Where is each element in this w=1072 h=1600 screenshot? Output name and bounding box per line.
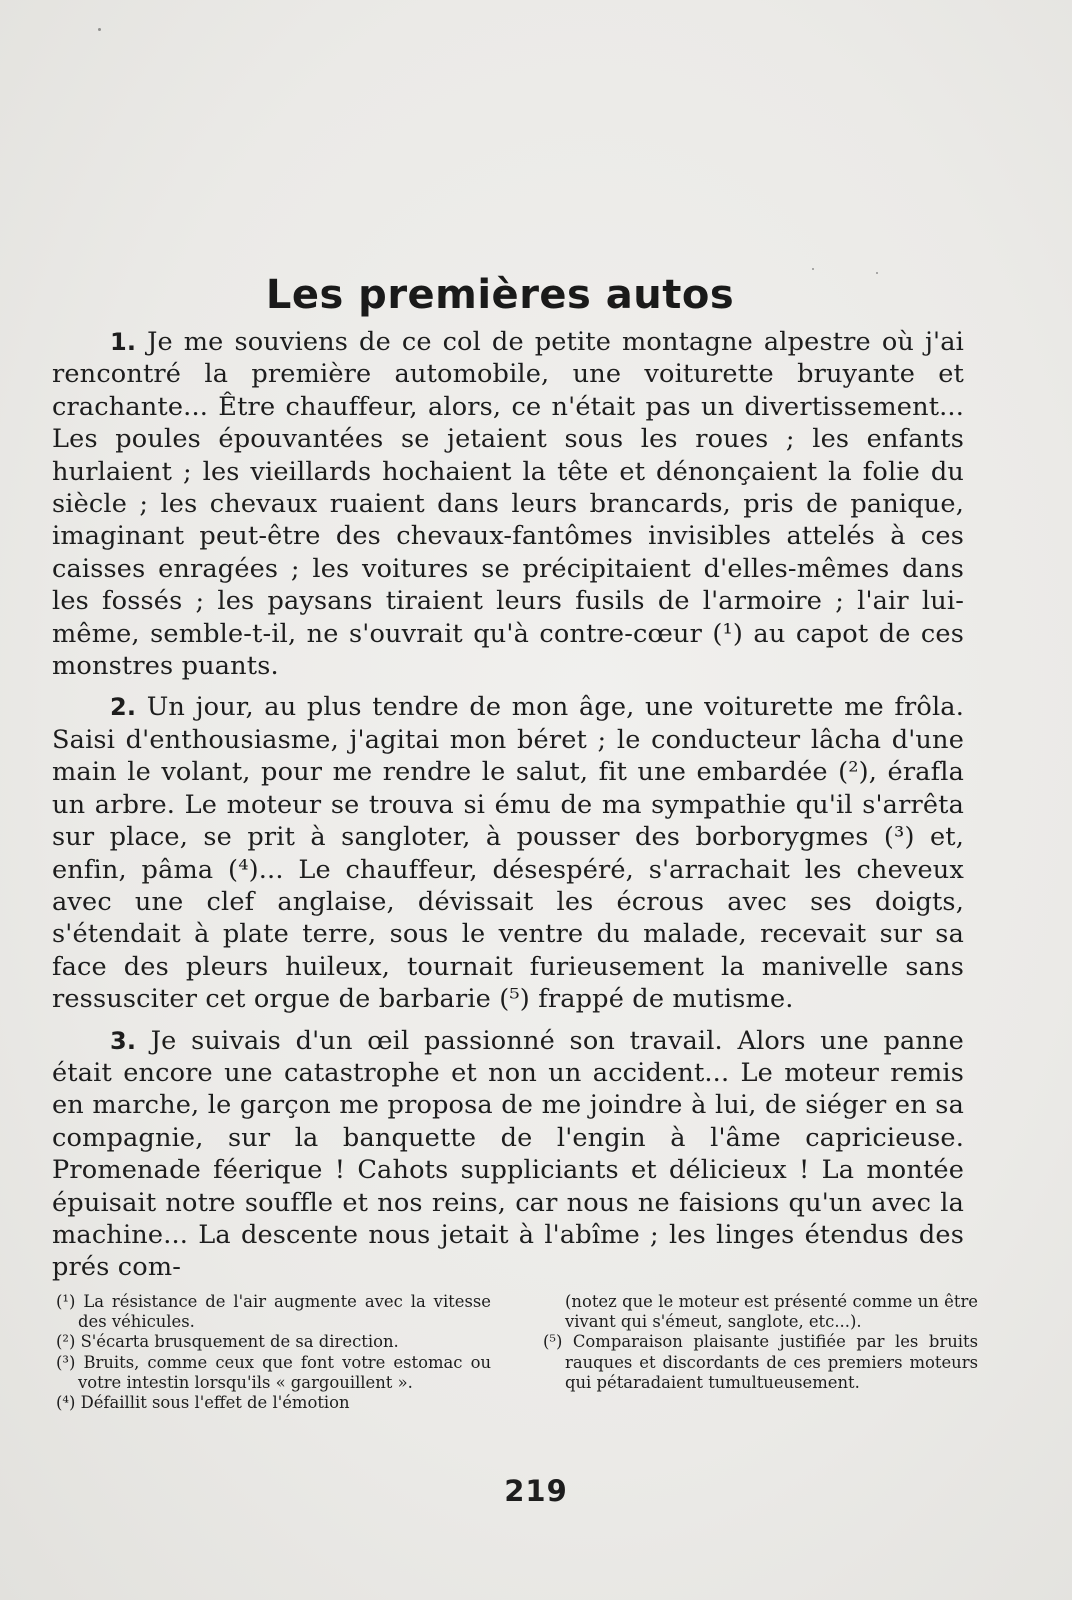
footnotes-right-column [543,1292,978,1413]
footnote-1: (¹) La résistance de l'air augmente avec la vitesse des véhicules. [56,1292,491,1332]
main-text [52,326,964,1293]
footnote-4-continuation: (notez que le moteur est présenté comme un être vivant qui s'émeut, sanglote, etc...). [565,1292,978,1332]
paper-speck [98,28,101,31]
paragraph-number: 2. [110,693,137,722]
paragraph-3 [52,1025,964,1284]
paper-speck [812,268,814,270]
footnote-4: (⁴) Défaillit sous l'effet de l'émotion [56,1393,350,1413]
footnotes-left-column [56,1292,491,1413]
footnotes [56,1292,978,1413]
paragraph-text: Un jour, au plus tendre de mon âge, une voiturette me frôla. Saisi d'enthousiasme, j'agitai mon béret ; le conducteur lâcha d'une main le volant, pour me rendre le salut, fit une embardée (²), érafla un arbre. Le moteur se trouva si ému de ma sympathie qu'il s'arrêta sur place, se prit à sangloter, à pousser des borborygmes (³) et, enfin, pâma (⁴)... Le chauffeur, désespéré, s'arrachait les cheveux avec une clef anglaise, dévissait les écrous avec ses doigts, s'étendait à plate terre, sous le ventre du malade, recevait sur sa face des pleurs huileux, tournait furieusement la manivelle sans ressusciter cet orgue de barbarie (⁵) frappé de mutisme. [52,692,964,1015]
paragraph-2 [52,691,964,1015]
footnote-2: (²) S'écarta brusquement de sa direction. [56,1332,399,1352]
paragraph-number: 3. [110,1026,137,1055]
paragraph-text: Je suivais d'un œil passionné son travail. Alors une panne était encore une catastrophe et non un accident... Le moteur remis en marche, le garçon me proposa de me joindre à lui, de siéger en sa compagnie, sur la banquette de l'engin à l'âme capricieuse. Promenade féerique ! Cahots suppliciants et délicieux ! La montée épuisait notre souffle et nos reins, car nous ne faisions qu'un avec la machine... La descente nous jetait à l'abîme ; les linges étendus des prés com- [52,1025,964,1283]
page-title: Les premières autos [265,271,735,318]
page-number: 219 [504,1474,568,1508]
footnote-3: (³) Bruits, comme ceux que font votre estomac ou votre intestin lorsqu'ils « gargouillent ». [56,1352,491,1392]
paragraph-1 [52,326,964,682]
footnote-5: (⁵) Comparaison plaisante justifiée par les bruits rauques et discordants de ces premiers moteurs qui pétaradaient tumultueusement. [543,1332,978,1392]
paragraph-text: Je me souviens de ce col de petite montagne alpestre où j'ai rencontré la première automobile, une voiturette bruyante et crachante... Être chauffeur, alors, ce n'était pas un divertissement... Les poules épouvantées se jetaient sous les roues ; les enfants hurlaient ; les vieillards hochaient la tête et dénonçaient la folie du siècle ; les chevaux ruaient dans leurs brancards, pris de panique, imaginant peut-être des chevaux-fantômes invisibles attelés à ces caisses enragées ; les voitures se précipitaient d'elles-mêmes dans les fossés ; les paysans tiraient leurs fusils de l'armoire ; l'air lui-même, semble-t-il, ne s'ouvrait qu'à contre-cœur (¹) au capot de ces monstres puants. [52,327,964,682]
paragraph-number: 1. [110,328,137,356]
